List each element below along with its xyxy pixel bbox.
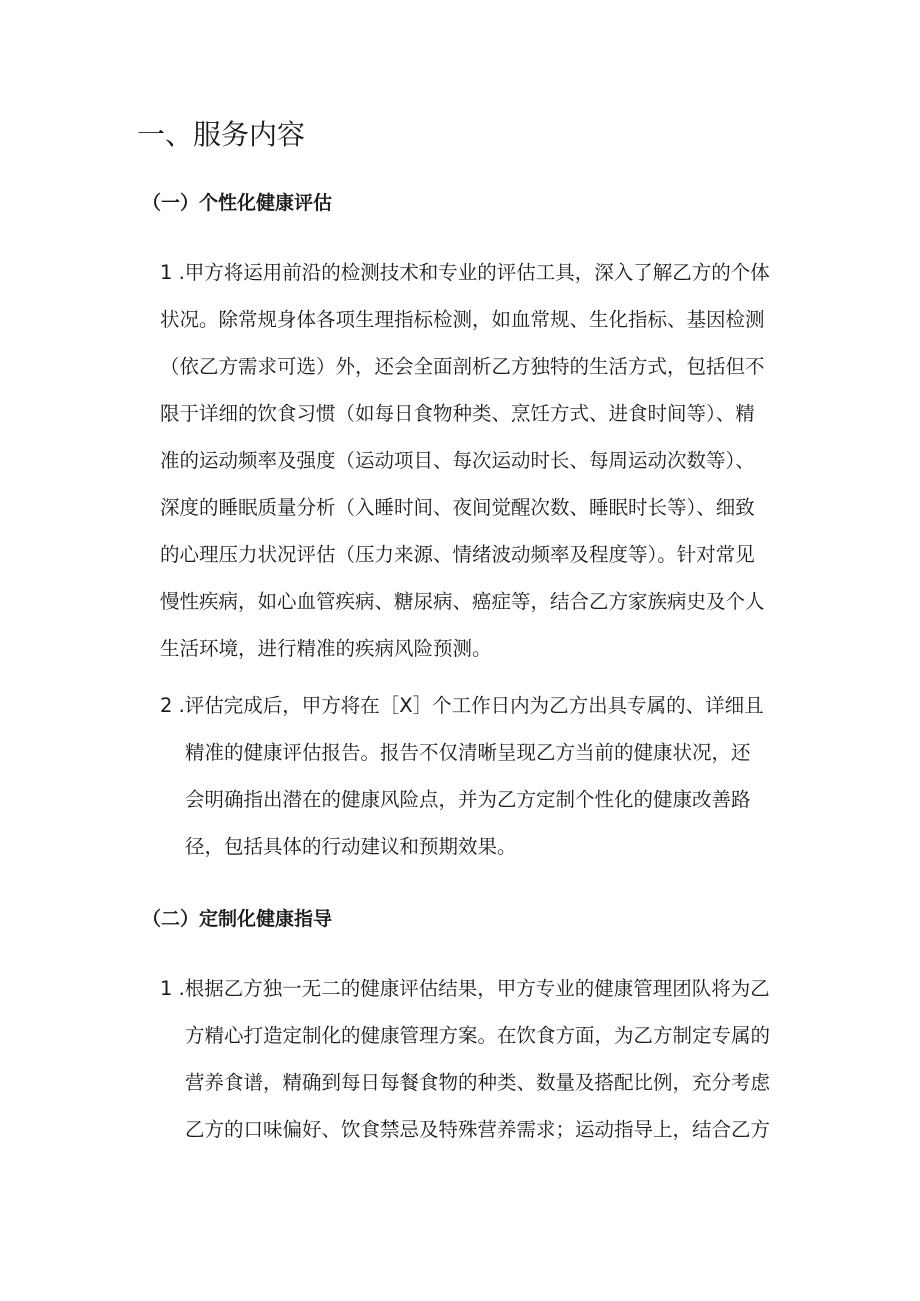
text-line: 深度的睡眠质量分析（入睡时间、夜间觉醒次数、睡眠时长等）、细致 <box>160 496 755 519</box>
text-line: （依乙方需求可选）外，还会全面剖析乙方独特的生活方式，包括但不 <box>160 355 765 378</box>
subsection-heading-2: （二）定制化健康指导 <box>142 908 333 930</box>
text-line: 慢性疾病，如心血管疾病、糖尿病、癌症等，结合乙方家族病史及个人 <box>160 590 765 613</box>
text-line: 方精心打造定制化的健康管理方案。在饮食方面，为乙方制定专属的 <box>185 1024 771 1047</box>
paragraph-1-1 <box>160 249 770 672</box>
text-line: 1 .根据乙方独一无二的健康评估结果，甲方专业的健康管理团队将为乙 <box>160 977 770 1000</box>
text-line: 生活环境，进行精准的疾病风险预测。 <box>160 637 492 660</box>
text-line: 会明确指出潜在的健康风险点，并为乙方定制个性化的健康改善路 <box>185 788 751 811</box>
text-line: 的心理压力状况评估（压力来源、情绪波动频率及程度等）。针对常见 <box>160 543 755 566</box>
paragraph-2-1 <box>160 965 770 1153</box>
text-line: 1 .甲方将运用前沿的检测技术和专业的评估工具，深入了解乙方的个体 <box>160 261 770 284</box>
text-line: 营养食谱，精确到每日每餐食物的种类、数量及搭配比例，充分考虑 <box>185 1071 771 1094</box>
paragraph-1-2 <box>160 682 764 870</box>
text-line: 状况。除常规身体各项生理指标检测，如血常规、生化指标、基因检测 <box>160 308 765 331</box>
section-title: 一、服务内容 <box>137 118 306 151</box>
text-line: 准的运动频率及强度（运动项目、每次运动时长、每周运动次数等）、 <box>160 449 755 472</box>
text-line: 乙方的口味偏好、饮食禁忌及特殊营养需求；运动指导上，结合乙方 <box>185 1118 771 1141</box>
text-line: 径，包括具体的行动建议和预期效果。 <box>185 835 517 858</box>
subsection-heading-1: （一）个性化健康评估 <box>142 192 333 214</box>
text-line: 精准的健康评估报告。报告不仅清晰呈现乙方当前的健康状况，还 <box>185 741 751 764</box>
text-line: 2 .评估完成后，甲方将在［X］个工作日内为乙方出具专属的、详细且 <box>160 694 764 717</box>
text-line: 限于详细的饮食习惯（如每日食物种类、烹饪方式、进食时间等）、精 <box>160 402 755 425</box>
